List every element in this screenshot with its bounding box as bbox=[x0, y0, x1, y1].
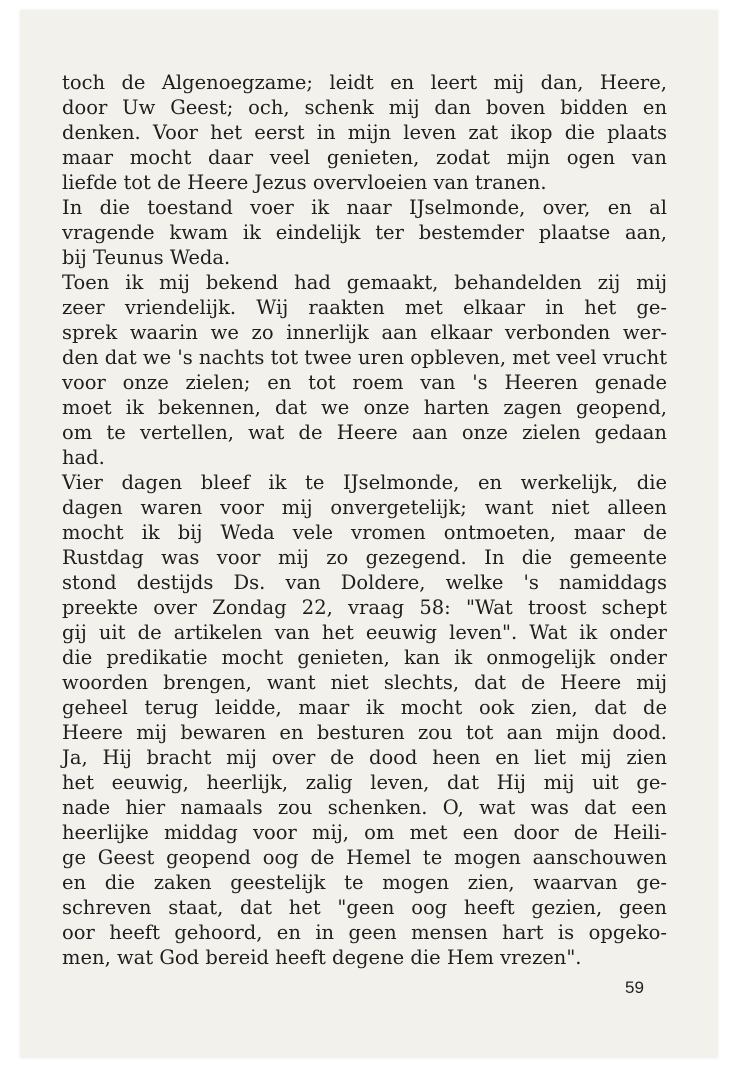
text-line: heerlijke middag voor mij, om met een door de Heili- bbox=[62, 821, 667, 844]
text-line: schreven staat, dat het "geen oog heeft gezien, geen bbox=[62, 896, 667, 919]
text-line: woorden brengen, want niet slechts, dat de Heere mij bbox=[62, 671, 667, 694]
text-line: zeer vriendelijk. Wij raakten met elkaar in het ge- bbox=[62, 296, 667, 319]
book-page bbox=[20, 10, 718, 1058]
text-line: Heere mij bewaren en besturen zou tot aan mijn dood. bbox=[62, 721, 667, 744]
text-line: bij Teunus Weda. bbox=[62, 246, 231, 269]
text-line: voor onze zielen; en tot roem van 's Heeren genade bbox=[62, 371, 667, 394]
text-line: dagen waren voor mij onvergetelijk; want niet alleen bbox=[62, 496, 667, 519]
page-number: 59 bbox=[625, 978, 644, 997]
body-text bbox=[62, 70, 667, 970]
text-line: nade hier namaals zou schenken. O, wat was dat een bbox=[62, 796, 667, 819]
text-line: door Uw Geest; och, schenk mij dan boven bidden en bbox=[62, 96, 667, 119]
text-line: Rustdag was voor mij zo gezegend. In die gemeente bbox=[62, 546, 667, 569]
text-line: liefde tot de Heere Jezus overvloeien van tranen. bbox=[62, 171, 547, 194]
text-line: ge Geest geopend oog de Hemel te mogen aanschouwen bbox=[62, 846, 667, 869]
text-line: denken. Voor het eerst in mijn leven zat ikop die plaats bbox=[62, 121, 667, 144]
text-line: preekte over Zondag 22, vraag 58: "Wat troost schept bbox=[62, 596, 667, 619]
text-line: stond destijds Ds. van Doldere, welke 's namiddags bbox=[62, 571, 667, 594]
text-line: geheel terug leidde, maar ik mocht ook zien, dat de bbox=[62, 696, 667, 719]
text-line: Vier dagen bleef ik te IJselmonde, en werkelijk, die bbox=[62, 471, 667, 494]
text-line: sprek waarin we zo innerlijk aan elkaar verbonden wer- bbox=[62, 321, 667, 344]
text-line: den dat we 's nachts tot twee uren opbleven, met veel vrucht bbox=[62, 346, 668, 369]
text-line: had. bbox=[62, 446, 105, 469]
text-line: maar mocht daar veel genieten, zodat mijn ogen van bbox=[62, 146, 667, 169]
text-line: het eeuwig, heerlijk, zalig leven, dat Hij mij uit ge- bbox=[62, 771, 667, 794]
text-line: Toen ik mij bekend had gemaakt, behandelden zij mij bbox=[62, 271, 667, 294]
text-line: mocht ik bij Weda vele vromen ontmoeten, maar de bbox=[62, 521, 667, 544]
text-line: men, wat God bereid heeft degene die Hem vrezen". bbox=[62, 946, 582, 969]
text-line: toch de Algenoegzame; leidt en leert mij dan, Heere, bbox=[62, 71, 667, 94]
text-line: om te vertellen, wat de Heere aan onze zielen gedaan bbox=[62, 421, 667, 444]
text-line: In die toestand voer ik naar IJselmonde, over, en al bbox=[62, 196, 667, 219]
text-line: die predikatie mocht genieten, kan ik onmogelijk onder bbox=[62, 646, 667, 669]
text-line: vragende kwam ik eindelijk ter bestemder plaatse aan, bbox=[62, 221, 667, 244]
text-line: gij uit de artikelen van het eeuwig leven". Wat ik onder bbox=[62, 621, 667, 644]
text-line: moet ik bekennen, dat we onze harten zagen geopend, bbox=[62, 396, 667, 419]
text-line: en die zaken geestelijk te mogen zien, waarvan ge- bbox=[62, 871, 667, 894]
text-line: oor heeft gehoord, en in geen mensen hart is opgeko- bbox=[62, 921, 667, 944]
text-line: Ja, Hij bracht mij over de dood heen en liet mij zien bbox=[62, 746, 667, 769]
